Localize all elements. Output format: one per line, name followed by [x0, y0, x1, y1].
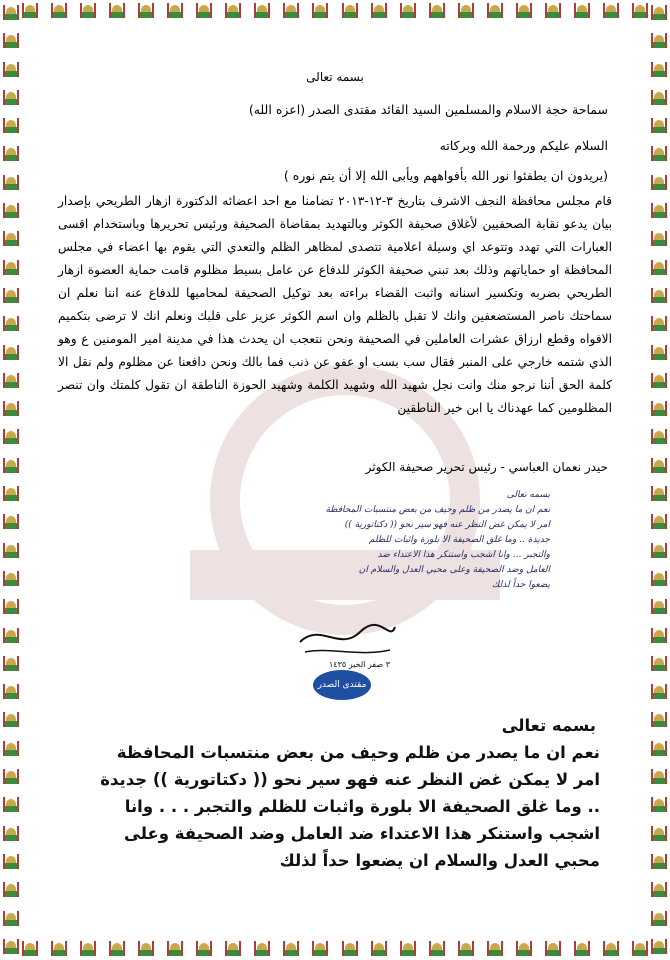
mosque-ornament-icon: [651, 32, 667, 50]
mosque-ornament-icon: [651, 853, 667, 871]
mosque-ornament-icon: [3, 683, 19, 701]
mosque-ornament-icon: [371, 940, 387, 958]
mosque-ornament-icon: [400, 2, 416, 20]
mosque-ornament-icon: [603, 940, 619, 958]
mosque-ornament-icon: [651, 740, 667, 758]
mosque-ornament-icon: [651, 230, 667, 248]
mosque-ornament-icon: [80, 2, 96, 20]
mosque-ornament-icon: [3, 910, 19, 928]
mosque-ornament-icon: [545, 940, 561, 958]
mosque-ornament-icon: [371, 2, 387, 20]
handwritten-line: بسمه تعالى: [506, 490, 550, 500]
mosque-ornament-icon: [3, 457, 19, 475]
mosque-ornament-icon: [651, 655, 667, 673]
handwritten-signature: [290, 612, 400, 672]
mosque-ornament-icon: [651, 344, 667, 362]
mosque-ornament-icon: [651, 683, 667, 701]
mosque-ornament-icon: [3, 230, 19, 248]
mosque-ornament-icon: [3, 513, 19, 531]
mosque-ornament-icon: [196, 940, 212, 958]
mosque-ornament-icon: [632, 940, 648, 958]
mosque-ornament-icon: [3, 853, 19, 871]
mosque-ornament-icon: [651, 457, 667, 475]
mosque-ornament-icon: [651, 287, 667, 305]
mosque-ornament-icon: [3, 117, 19, 135]
mosque-ornament-icon: [283, 940, 299, 958]
transcription-line: امر لا يمكن غض النظر عنه فهو سير نحو (( دكتاتورية )) جديدة: [100, 770, 600, 789]
letter-greeting: السلام عليكم ورحمة الله وبركاته: [439, 138, 608, 153]
bottom-border-ornament: [22, 938, 648, 960]
transcription-line: نعم ان ما يصدر من ظلم وحيف من بعض منتسبات المحافظة: [116, 743, 600, 762]
mosque-ornament-icon: [225, 2, 241, 20]
mosque-ornament-icon: [3, 400, 19, 418]
letter-body: قام مجلس محافظة النجف الاشرف بتاريخ ٣-١٢-٢٠١٣ تضامنا مع احد اعضائه الدكتورة ازهار الطريحي بإصدار بيان يدعو نقابة الصحفيين لأغلاق صحيفة الكوثر وبالتهديد بمقاضاة الصحيفة ورئيس تحريرها وباستخدام اقسى العبارات التي تهدد وتتوعد اي وسيلة اعلامية تتصدى لمظاهر الظلم والتعدي التي يقوم بها اعضاء في مجلس المحافظة او حماياتهم وذلك بعد تبني صحيفة الكوثر للدفاع عن عامل بسيط مظلوم قامت حماية العضوة ازهار الطريحي بضربه وتكسير اسنانه واثبت القضاء براءته بعد توكيل الصحيفة لمحاميها للدفاع عنه اننا نعلم ان سماحتك ناصر المستضعفين وانك لا تقبل بالظلم وان اسم الكوثر عزيز على قلبك ونعلم انك لا ترضى بتكميم الافواه وقطع ارزاق عشرات العاملين في الصحيفة ونحن نتعجب ان يحدث هذا في مدينة امير المومنين ع وهو الذي شتمه خارجي على المنبر فقال سب بسب او عفو عن ذنب فما بالك ونحن دافعنا عن مظلوم ولم نقل الا كلمة الحق أننا نرجو منك وانت نجل شهيد الله وشهيد الكلمة وشهيد الحوزة الناطقة ان تقول كلمتك وان تنصر المظلومين كما عهدناك يا ابن خير الناطقين: [58, 194, 612, 415]
mosque-ornament-icon: [3, 287, 19, 305]
mosque-ornament-icon: [3, 259, 19, 277]
signature-date: ٣ صفر الخير ١٤٣٥: [328, 660, 390, 669]
mosque-ornament-icon: [51, 940, 67, 958]
mosque-ornament-icon: [342, 2, 358, 20]
letter-signature: حيدر نعمان العباسي - رئيس تحرير صحيفة الكوثر: [365, 460, 608, 474]
mosque-ornament-icon: [651, 315, 667, 333]
mosque-ornament-icon: [429, 940, 445, 958]
letter-addressee: سماحة حجة الاسلام والمسلمين السيد القائد مقتدى الصدر (اعزه الله): [248, 102, 608, 117]
mosque-ornament-icon: [574, 940, 590, 958]
mosque-ornament-icon: [167, 940, 183, 958]
mosque-ornament-icon: [651, 202, 667, 220]
mosque-ornament-icon: [138, 940, 154, 958]
mosque-ornament-icon: [651, 428, 667, 446]
mosque-ornament-icon: [651, 145, 667, 163]
mosque-ornament-icon: [487, 2, 503, 20]
mosque-ornament-icon: [574, 2, 590, 20]
mosque-ornament-icon: [254, 940, 270, 958]
mosque-ornament-icon: [22, 940, 38, 958]
handwritten-line: والتجبر ... وانا اشجب واستنكر هذا الاعتداء ضد: [377, 550, 550, 560]
mosque-ornament-icon: [3, 711, 19, 729]
mosque-ornament-icon: [3, 825, 19, 843]
mosque-ornament-icon: [651, 938, 667, 956]
mosque-ornament-icon: [651, 372, 667, 390]
handwritten-line: يضعوا حداً لذلك: [491, 580, 550, 590]
mosque-ornament-icon: [342, 940, 358, 958]
mosque-ornament-icon: [22, 2, 38, 20]
transcription-line: اشجب واستنكر هذا الاعتداء ضد العامل وضد الصحيفة وعلى: [124, 824, 600, 843]
mosque-ornament-icon: [3, 570, 19, 588]
mosque-ornament-icon: [3, 768, 19, 786]
mosque-ornament-icon: [651, 711, 667, 729]
mosque-ornament-icon: [3, 32, 19, 50]
mosque-ornament-icon: [651, 598, 667, 616]
left-border-ornament: [0, 0, 22, 960]
mosque-ornament-icon: [632, 2, 648, 20]
mosque-ornament-icon: [196, 2, 212, 20]
mosque-ornament-icon: [3, 796, 19, 814]
mosque-ornament-icon: [429, 2, 445, 20]
mosque-ornament-icon: [3, 4, 19, 22]
mosque-ornament-icon: [3, 202, 19, 220]
mosque-ornament-icon: [516, 940, 532, 958]
mosque-ornament-icon: [3, 428, 19, 446]
mosque-ornament-icon: [3, 627, 19, 645]
mosque-ornament-icon: [3, 655, 19, 673]
transcription-line: .. وما غلق الصحيفة الا بلورة واثبات للظلم والتجبر . . . وانا: [124, 797, 600, 816]
transcription-line: محبي العدل والسلام ان يضعوا حداً لذلك: [279, 851, 600, 870]
mosque-ornament-icon: [651, 570, 667, 588]
mosque-ornament-icon: [651, 768, 667, 786]
mosque-ornament-icon: [167, 2, 183, 20]
mosque-ornament-icon: [603, 2, 619, 20]
mosque-ornament-icon: [651, 174, 667, 192]
letter-basmala: بسمه تعالى: [306, 70, 364, 84]
transcription-block: [70, 712, 600, 874]
mosque-ornament-icon: [225, 940, 241, 958]
mosque-ornament-icon: [254, 2, 270, 20]
mosque-ornament-icon: [651, 485, 667, 503]
mosque-ornament-icon: [651, 117, 667, 135]
mosque-ornament-icon: [458, 940, 474, 958]
mosque-ornament-icon: [516, 2, 532, 20]
mosque-ornament-icon: [651, 910, 667, 928]
mosque-ornament-icon: [138, 2, 154, 20]
mosque-ornament-icon: [651, 400, 667, 418]
mosque-ornament-icon: [3, 740, 19, 758]
mosque-ornament-icon: [3, 174, 19, 192]
mosque-ornament-icon: [651, 513, 667, 531]
mosque-ornament-icon: [3, 145, 19, 163]
mosque-ornament-icon: [651, 627, 667, 645]
mosque-ornament-icon: [3, 89, 19, 107]
mosque-ornament-icon: [51, 2, 67, 20]
mosque-ornament-icon: [109, 2, 125, 20]
mosque-ornament-icon: [3, 542, 19, 560]
official-stamp: مقتدى الصدر: [313, 670, 371, 700]
mosque-ornament-icon: [312, 940, 328, 958]
mosque-ornament-icon: [3, 881, 19, 899]
mosque-ornament-icon: [651, 881, 667, 899]
mosque-ornament-icon: [3, 344, 19, 362]
mosque-ornament-icon: [283, 2, 299, 20]
handwritten-reply: [220, 488, 550, 593]
mosque-ornament-icon: [545, 2, 561, 20]
mosque-ornament-icon: [651, 4, 667, 22]
mosque-ornament-icon: [651, 796, 667, 814]
mosque-ornament-icon: [3, 598, 19, 616]
transcription-title: بسمه تعالى: [501, 716, 596, 735]
mosque-ornament-icon: [3, 938, 19, 956]
handwritten-line: العامل وضد الصحيفة وعلى محبي العدل والسلام ان: [358, 565, 550, 575]
mosque-ornament-icon: [651, 825, 667, 843]
mosque-ornament-icon: [400, 940, 416, 958]
mosque-ornament-icon: [651, 542, 667, 560]
mosque-ornament-icon: [3, 485, 19, 503]
handwritten-line: جديدة .. وما غلق الصحيفة الا بلورة واثبات للظلم: [368, 535, 550, 545]
mosque-ornament-icon: [3, 372, 19, 390]
mosque-ornament-icon: [651, 259, 667, 277]
top-border-ornament: [22, 0, 648, 22]
mosque-ornament-icon: [312, 2, 328, 20]
mosque-ornament-icon: [80, 940, 96, 958]
handwritten-line: نعم ان ما يصدر من ظلم وحيف من بعض منتسبات المحافظة: [325, 505, 550, 515]
mosque-ornament-icon: [651, 89, 667, 107]
right-border-ornament: [648, 0, 670, 960]
mosque-ornament-icon: [3, 315, 19, 333]
mosque-ornament-icon: [458, 2, 474, 20]
handwritten-line: امر لا يمكن غض النظر عنه فهو سير نحو (( دكتاتورية )): [344, 520, 550, 530]
mosque-ornament-icon: [109, 940, 125, 958]
mosque-ornament-icon: [487, 940, 503, 958]
letter-verse: (يريدون ان يطفئوا نور الله بأفواههم ويأبى الله إلا أن يتم نوره ): [283, 168, 608, 183]
